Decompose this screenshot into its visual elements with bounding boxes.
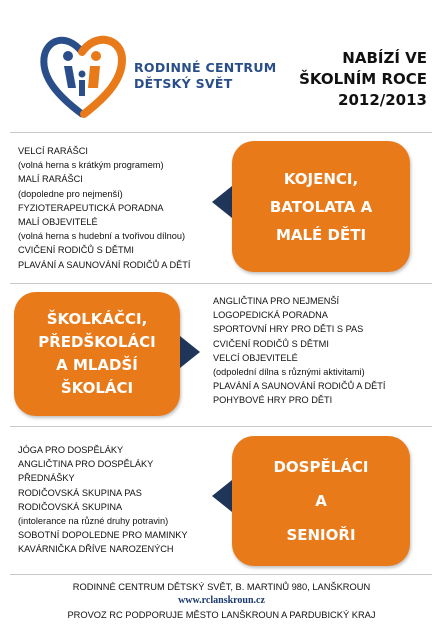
list-item: (volná herna s krátkým programem) (18, 160, 164, 171)
category-box-infants (232, 141, 410, 272)
arrow-right-icon (180, 336, 200, 368)
divider (10, 132, 432, 133)
list-item: FYZIOTERAPEUTICKÁ PORADNA (18, 202, 164, 213)
list-item: JÓGA PRO DOSPĚLÁKY (18, 445, 124, 455)
box-line: SENIOŘI (286, 526, 356, 544)
list-item: PLAVÁNÍ A SAUNOVÁNÍ RODIČŮ A DĚTÍ (18, 259, 191, 270)
list-item: (dopoledne pro nejmenší) (18, 188, 123, 199)
box-line: ŠKOLKÁČCI, (46, 310, 148, 328)
activity-list-adults (18, 443, 187, 557)
list-item: ANGLIČTINA PRO NEJMENŠÍ (213, 296, 340, 306)
list-item: SOBOTNÍ DOPOLEDNE PRO MAMINKY (18, 530, 188, 541)
list-item: PLAVÁNÍ A SAUNOVÁNÍ RODIČŮ A DĚTÍ (213, 381, 386, 392)
list-item: CVIČENÍ RODIČŮ S DĚTMI (213, 338, 329, 349)
arrow-left-icon (212, 480, 232, 512)
list-item: CVIČENÍ RODIČŮ S DĚTMI (18, 245, 134, 256)
headline-line1: NABÍZÍ VE (342, 49, 427, 67)
org-name-line2: DĚTSKÝ SVĚT (134, 76, 233, 91)
box-line: A (315, 492, 327, 510)
box-line: MALÉ DĚTI (275, 225, 367, 244)
list-item: VELCÍ OBJEVITELÉ (213, 352, 298, 363)
footer-web-link[interactable]: www.rclanskroun.cz (178, 595, 265, 606)
activity-list-schoolkids (213, 294, 385, 408)
list-item: KAVÁRNIČKA DŘÍVE NAROZENÝCH (18, 544, 174, 555)
list-item: SPORTOVNÍ HRY PRO DĚTI S PAS (213, 324, 364, 335)
list-item: PŘEDNÁŠKY (18, 473, 75, 484)
list-item: (volná herna s hudební a tvořivou dílnou) (18, 231, 186, 242)
divider (10, 426, 432, 427)
org-name (134, 60, 277, 92)
divider (10, 574, 432, 575)
box-line: DOSPĚLÁCI (273, 458, 369, 476)
category-box-schoolkids (14, 292, 180, 416)
box-line: KOJENCI, (283, 169, 359, 188)
arrow-left-icon (212, 186, 232, 218)
box-line: PŘEDŠKOLÁCI (38, 333, 156, 351)
list-item: VELCÍ RARÁŠCI (18, 146, 88, 156)
list-item: RODIČOVSKÁ SKUPINA PAS (18, 487, 142, 498)
list-item: (odpolední dílna s různými aktivitami) (213, 366, 365, 377)
divider (10, 283, 432, 284)
org-name-line1: RODINNÉ CENTRUM (134, 60, 277, 75)
box-line: ŠKOLÁCI (60, 379, 134, 397)
list-item: MALÍ RARÁŠCI (18, 174, 83, 185)
list-item: POHYBOVÉ HRY PRO DĚTI (213, 395, 333, 406)
footer-support: PROVOZ RC PODPORUJE MĚSTO LANŠKROUN A PARDUBICKÝ KRAJ (67, 610, 376, 620)
footer-address: RODINNÉ CENTRUM DĚTSKÝ SVĚT, B. MARTINŮ 980, LANŠKROUN (72, 582, 371, 592)
list-item: MALÍ OBJEVITELÉ (18, 216, 98, 227)
box-line: A MLADŠÍ (56, 356, 138, 374)
list-item: (intolerance na různé druhy potravin) (18, 515, 169, 526)
list-item: LOGOPEDICKÁ PORADNA (213, 310, 328, 321)
list-item: RODIČOVSKÁ SKUPINA (18, 501, 123, 512)
list-item: ANGLIČTINA PRO DOSPĚLÁKY (18, 459, 154, 470)
category-box-adults (232, 436, 410, 566)
activity-list-infants (18, 144, 190, 272)
footer (0, 580, 443, 622)
heart-logo-icon (38, 26, 128, 122)
headline-line2: ŠKOLNÍM ROCE (299, 70, 427, 88)
headline-line3: 2012/2013 (338, 91, 427, 109)
box-line: BATOLATA A (269, 197, 373, 216)
page-headline (277, 48, 427, 111)
